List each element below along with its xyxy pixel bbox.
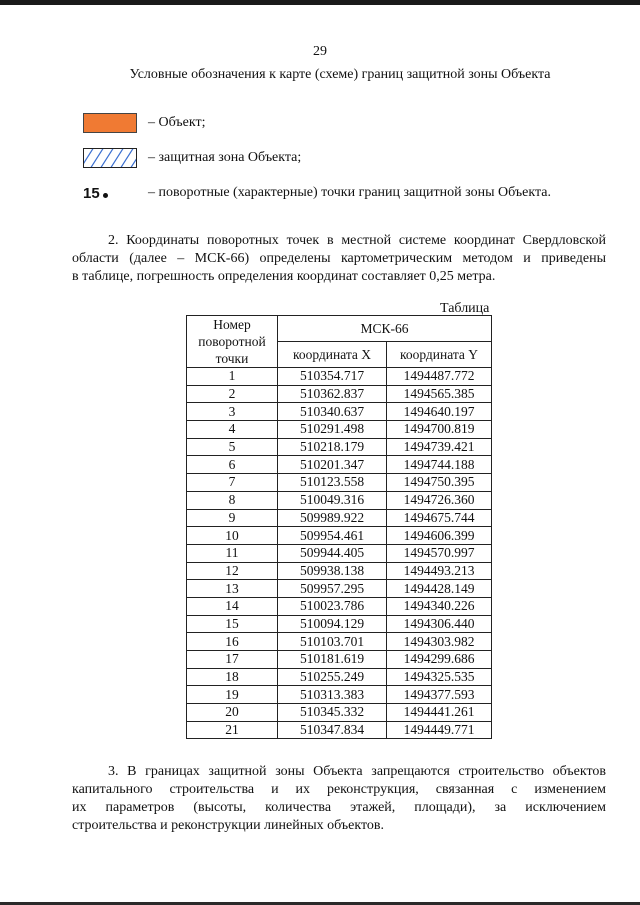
point-number-cell: 10	[187, 527, 278, 545]
y-coordinate-cell: 1494739.421	[387, 438, 492, 456]
table-row	[187, 704, 492, 722]
header-line: Номер	[213, 317, 251, 332]
x-coordinate-header: координата X	[278, 342, 387, 368]
table-row	[187, 456, 492, 474]
y-coordinate-cell: 1494428.149	[387, 580, 492, 598]
table-row	[187, 686, 492, 704]
x-coordinate-cell: 510291.498	[278, 421, 387, 439]
paragraph-line: капитального строительства и их реконструкция, связанная с изменением	[72, 782, 606, 797]
y-coordinate-cell: 1494750.395	[387, 474, 492, 492]
table-row	[187, 651, 492, 669]
point-number-cell: 1	[187, 368, 278, 386]
y-coordinate-cell: 1494449.771	[387, 721, 492, 739]
x-coordinate-cell: 510255.249	[278, 668, 387, 686]
point-number-cell: 17	[187, 651, 278, 669]
y-coordinate-cell: 1494700.819	[387, 421, 492, 439]
turning-point-icon	[83, 185, 137, 202]
legend-item-label: – поворотные (характерные) точки границ защитной зоны Объекта.	[148, 185, 551, 200]
x-coordinate-cell: 510123.558	[278, 474, 387, 492]
table-row	[187, 509, 492, 527]
y-coordinate-cell: 1494570.997	[387, 544, 492, 562]
x-coordinate-cell: 510347.834	[278, 721, 387, 739]
table-row	[187, 527, 492, 545]
x-coordinate-cell: 509989.922	[278, 509, 387, 527]
legend-item-protective-zone	[83, 147, 301, 169]
object-swatch	[83, 113, 137, 133]
table-row	[187, 562, 492, 580]
legend-item-label: – защитная зона Объекта;	[148, 150, 302, 165]
x-coordinate-cell: 510023.786	[278, 597, 387, 615]
point-number-cell: 4	[187, 421, 278, 439]
y-coordinate-cell: 1494325.535	[387, 668, 492, 686]
table-row	[187, 544, 492, 562]
turning-point-number: 15	[83, 184, 100, 202]
turning-point-dot	[103, 193, 108, 198]
table-row	[187, 438, 492, 456]
point-number-cell: 18	[187, 668, 278, 686]
point-number-cell: 19	[187, 686, 278, 704]
paragraph-restrictions	[72, 763, 606, 835]
y-coordinate-cell: 1494675.744	[387, 509, 492, 527]
point-number-cell: 3	[187, 403, 278, 421]
point-number-cell: 9	[187, 509, 278, 527]
y-coordinate-cell: 1494606.399	[387, 527, 492, 545]
y-coordinate-cell: 1494377.593	[387, 686, 492, 704]
x-coordinate-cell: 510218.179	[278, 438, 387, 456]
point-number-cell: 8	[187, 491, 278, 509]
point-number-cell: 2	[187, 385, 278, 403]
y-coordinate-cell: 1494303.982	[387, 633, 492, 651]
table-row	[187, 668, 492, 686]
point-number-cell: 6	[187, 456, 278, 474]
x-coordinate-cell: 509938.138	[278, 562, 387, 580]
point-number-cell: 13	[187, 580, 278, 598]
y-coordinate-cell: 1494441.261	[387, 704, 492, 722]
paragraph-line: области (далее – МСК-66) определены картометрическим методом и приведены	[72, 251, 606, 266]
paragraph-line: их параметров (высоты, количества этажей, площади), за исключением	[72, 800, 606, 815]
x-coordinate-cell: 509957.295	[278, 580, 387, 598]
paragraph-line: в таблице, погрешность определения координат составляет 0,25 метра.	[72, 269, 496, 284]
point-number-cell: 16	[187, 633, 278, 651]
x-coordinate-cell: 510181.619	[278, 651, 387, 669]
table-row	[187, 385, 492, 403]
y-coordinate-cell: 1494744.188	[387, 456, 492, 474]
x-coordinate-cell: 510103.701	[278, 633, 387, 651]
x-coordinate-cell: 510201.347	[278, 456, 387, 474]
coordinate-system-header: МСК-66	[278, 316, 492, 342]
point-number-header	[187, 316, 278, 368]
y-coordinate-cell: 1494306.440	[387, 615, 492, 633]
table-row	[187, 368, 492, 386]
header-line: точки	[215, 351, 249, 366]
point-number-cell: 7	[187, 474, 278, 492]
x-coordinate-cell: 509954.461	[278, 527, 387, 545]
y-coordinate-header: координата Y	[387, 342, 492, 368]
coordinates-table	[186, 315, 492, 739]
y-coordinate-cell: 1494299.686	[387, 651, 492, 669]
table-row	[187, 580, 492, 598]
y-coordinate-cell: 1494640.197	[387, 403, 492, 421]
legend-item-label: – Объект;	[148, 115, 206, 130]
point-number-cell: 11	[187, 544, 278, 562]
hatch-pattern-icon	[84, 149, 136, 167]
table-row	[187, 491, 492, 509]
table-body	[187, 368, 492, 739]
x-coordinate-cell: 510094.129	[278, 615, 387, 633]
x-coordinate-cell: 509944.405	[278, 544, 387, 562]
y-coordinate-cell: 1494340.226	[387, 597, 492, 615]
table-row	[187, 615, 492, 633]
x-coordinate-cell: 510340.637	[278, 403, 387, 421]
legend-item-object	[83, 112, 205, 134]
table-row	[187, 633, 492, 651]
table-row	[187, 597, 492, 615]
point-number-cell: 14	[187, 597, 278, 615]
paragraph-line: 2. Координаты поворотных точек в местной системе координат Свердловской	[108, 233, 606, 248]
table-caption: Таблица	[440, 301, 490, 316]
point-number-cell: 20	[187, 704, 278, 722]
paragraph-line: строительства и реконструкции линейных объектов.	[72, 818, 385, 833]
y-coordinate-cell: 1494487.772	[387, 368, 492, 386]
paragraph-line: 3. В границах защитной зоны Объекта запрещаются строительство объектов	[108, 764, 606, 779]
x-coordinate-cell: 510354.717	[278, 368, 387, 386]
top-edge-bar	[0, 0, 640, 5]
header-line: поворотной	[198, 334, 266, 349]
table-row	[187, 474, 492, 492]
point-number-cell: 21	[187, 721, 278, 739]
y-coordinate-cell: 1494726.360	[387, 491, 492, 509]
table-row	[187, 721, 492, 739]
y-coordinate-cell: 1494565.385	[387, 385, 492, 403]
zone-hatch-swatch	[83, 148, 137, 168]
x-coordinate-cell: 510313.383	[278, 686, 387, 704]
y-coordinate-cell: 1494493.213	[387, 562, 492, 580]
page-number: 29	[313, 44, 327, 59]
x-coordinate-cell: 510362.837	[278, 385, 387, 403]
paragraph-coordinates	[72, 232, 606, 286]
legend-item-turning-points	[83, 182, 551, 204]
table-row	[187, 403, 492, 421]
x-coordinate-cell: 510049.316	[278, 491, 387, 509]
point-number-cell: 15	[187, 615, 278, 633]
point-number-cell: 12	[187, 562, 278, 580]
point-number-cell: 5	[187, 438, 278, 456]
legend-title: Условные обозначения к карте (схеме) границ защитной зоны Объекта	[129, 67, 551, 82]
table-row	[187, 421, 492, 439]
x-coordinate-cell: 510345.332	[278, 704, 387, 722]
